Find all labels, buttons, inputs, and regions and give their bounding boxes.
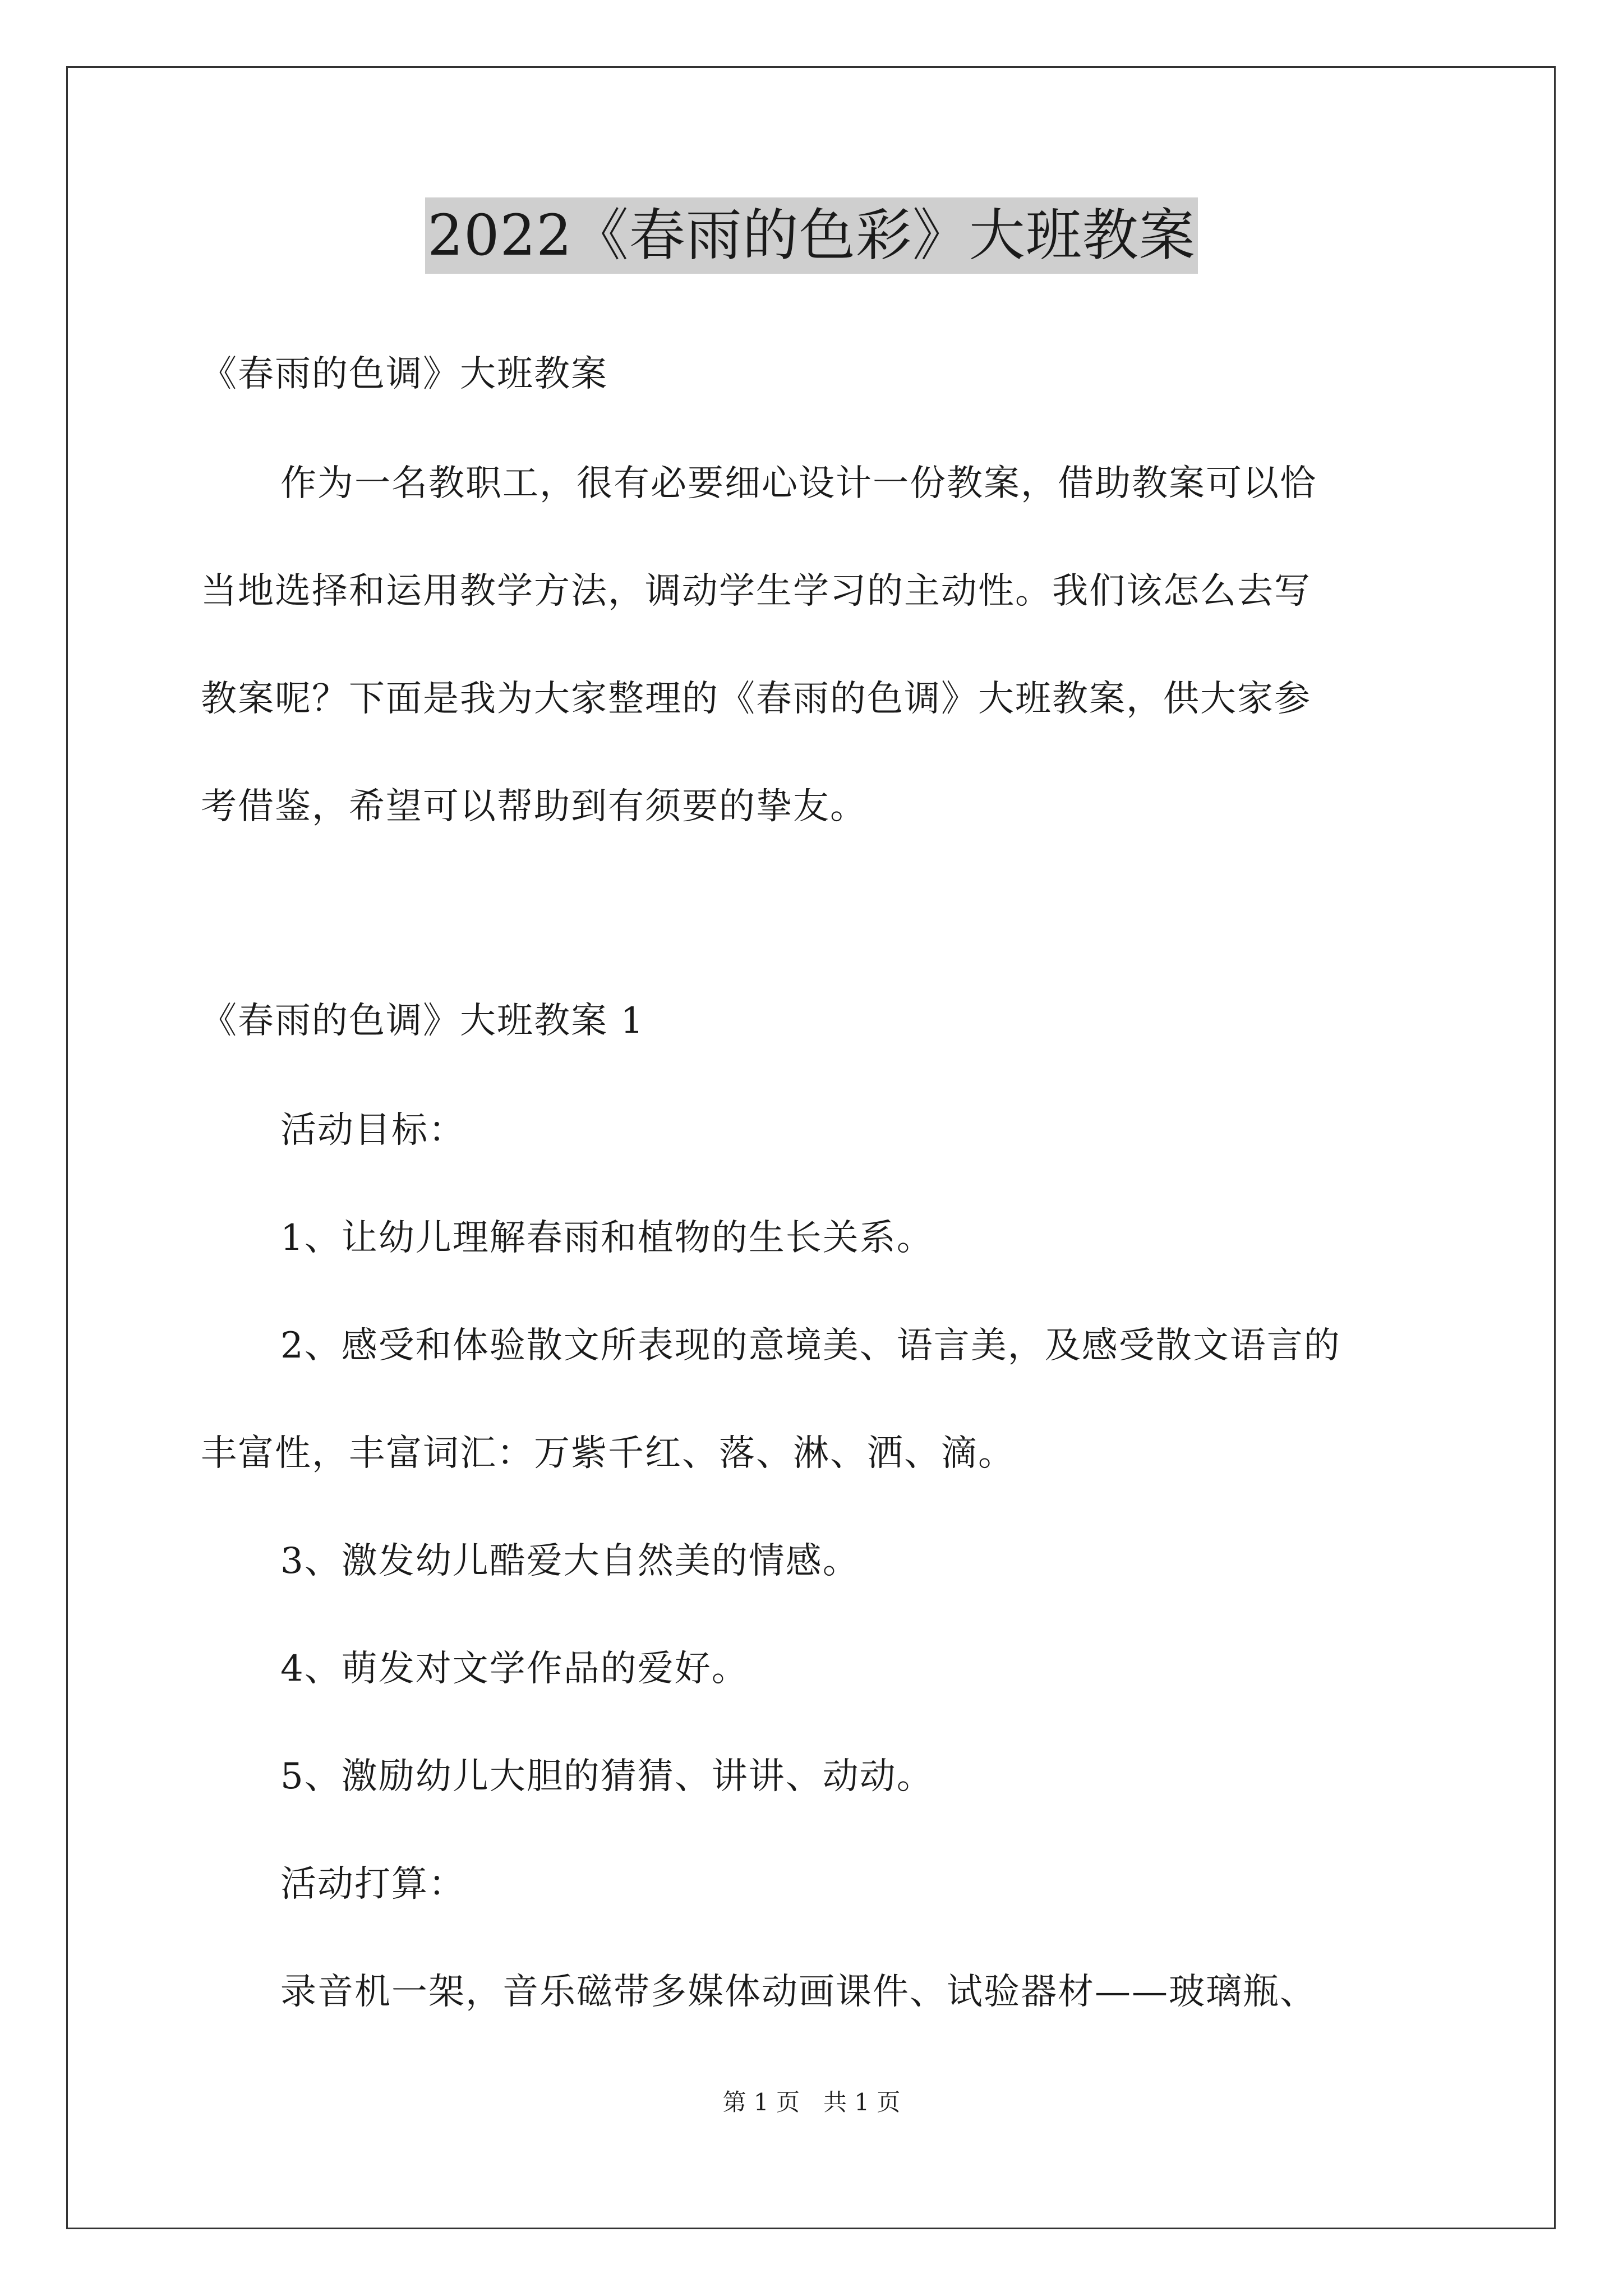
goal-2-line-2: 丰富性，丰富词汇：万紫千红、落、淋、洒、滴。: [201, 1433, 1015, 1474]
goal-3: 3、激发幼儿酷爱大自然美的情感。: [280, 1540, 860, 1582]
section-heading: 《春雨的色调》大班教案 1: [201, 1000, 645, 1042]
goal-2-line-1: 2、感受和体验散文所表现的意境美、语言美，及感受散文语言的: [280, 1325, 1341, 1366]
goals-heading: 活动目标：: [280, 1110, 465, 1151]
intro-line-4: 考借鉴，希望可以帮助到有须要的挚友。: [201, 786, 867, 827]
intro-line-2: 当地选择和运用教学方法，调动学生学习的主动性。我们该怎么去写: [201, 570, 1311, 612]
preparation-heading: 活动打算：: [280, 1864, 465, 1905]
document-title: 2022《春雨的色彩》大班教案: [425, 197, 1198, 274]
goal-1: 1、让幼儿理解春雨和植物的生长关系。: [280, 1217, 934, 1259]
intro-line-3: 教案呢？下面是我为大家整理的《春雨的色调》大班教案，供大家参: [201, 678, 1311, 720]
intro-line-1: 作为一名教职工，很有必要细心设计一份教案，借助教案可以恰: [280, 463, 1317, 504]
page-footer: 第 1 页 共 1 页: [722, 2088, 901, 2116]
title-container: [0, 197, 1623, 274]
subtitle-line: 《春雨的色调》大班教案: [201, 353, 608, 395]
preparation-line-1: 录音机一架，音乐磁带多媒体动画课件、试验器材——玻璃瓶、: [280, 1971, 1317, 2013]
goal-5: 5、激励幼儿大胆的猜猜、讲讲、动动。: [280, 1756, 934, 1797]
goal-4: 4、萌发对文学作品的爱好。: [280, 1648, 749, 1690]
